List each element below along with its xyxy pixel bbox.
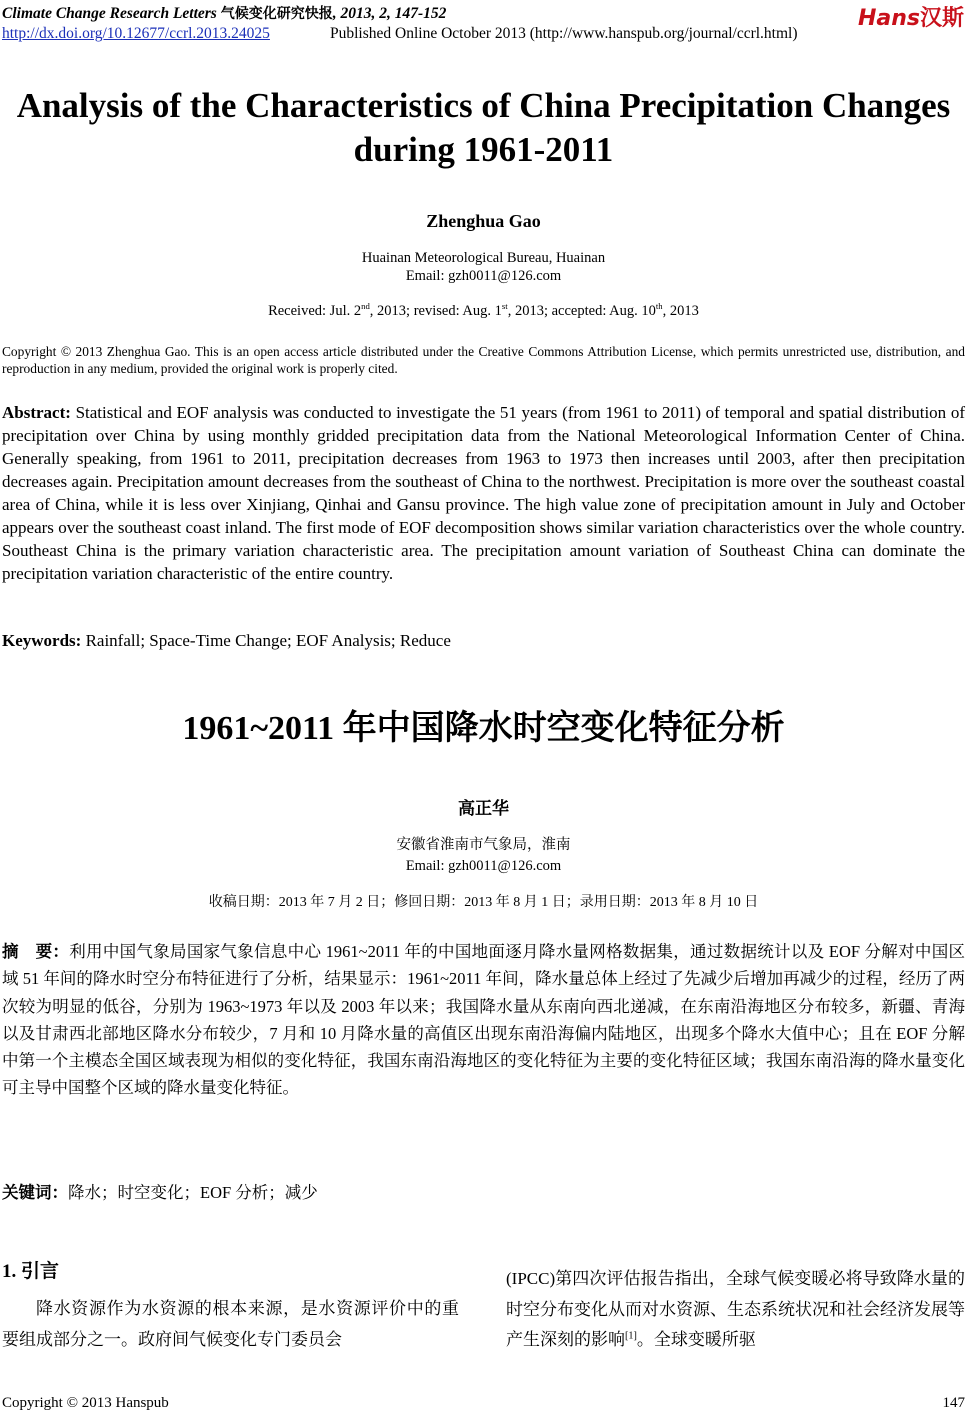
revised-date: , 2013; revised: Aug. 1 (369, 303, 502, 319)
title-en: Analysis of the Characteristics of China Precipitation Changes during 1961-2011 (16, 86, 951, 169)
received-dates-en (0, 303, 967, 320)
received-dates-cn: 收稿日期：2013 年 7 月 2 日；修回日期：2013 年 8 月 1 日；录用日期：2013 年 8 月 10 日 (208, 895, 759, 910)
affiliation-cn-name: 安徽省淮南市气象局，淮南 (396, 837, 571, 853)
body-left-column: 降水资源作为水资源的根本来源，是水资源评价中的重要组成部分之一。政府间气候变化专门委员会 (2, 1299, 459, 1349)
revised-sup: st (501, 301, 508, 312)
journal-header (2, 3, 446, 23)
right-col-text: (IPCC)第四次评估报告指出，全球气候变暖必将导致降水量的时空分布变化从而对水资源、生态系统状况和社会经济发展等产生深刻的影响 (506, 1269, 965, 1349)
logo-latin: Hans (857, 6, 920, 31)
abstract-cn-text: 利用中国气象局国家气象信息中心 1961~2011 年的中国地面逐月降水量网格数据集，通过数据统计以及 EOF 分解对中国区域 51 年间的降水时空分布特征进行了分析，结果显示：1961~2011 年间，降水量总体上经过了先减少后增加再减少的过程，经历了两次较为明显的低谷，分别为 1963~1973 年以及 2003 年以来；我国降水量从东南向西北递减，在东南沿海地区分布较多，新疆、青海以及甘肃西北部地区降水分布较少，7 月和 10 月降水量的高值区出现东南沿海偏内陆地区，出现多个降水大值中心；且在 EOF 分解中第一个主模态全国区域表现为相似的变化特征，我国东南沿海地区的变化特征为主要的变化特征区域；我国东南沿海的降水量变化可主导中国整个区域的降水量变化特征。 (2, 942, 965, 1098)
abstract-cn (2, 938, 965, 1102)
journal-name-en: Climate Change Research Letters (2, 5, 217, 22)
section-title: 引言 (21, 1260, 60, 1282)
keywords-en-text: Rainfall; Space-Time Change; EOF Analysis; Reduce (85, 631, 451, 650)
keywords-cn-label: 关键词： (2, 1183, 68, 1202)
title-cn: 1961~2011 年中国降水时空变化特征分析 (182, 710, 785, 747)
published-info: Published Online October 2013 (http://www.hanspub.org/journal/ccrl.html) (330, 25, 798, 42)
keywords-en (2, 631, 451, 651)
body-right-column (506, 1264, 965, 1356)
affiliation-cn (0, 835, 967, 877)
keywords-cn-text: 降水；时空变化；EOF 分析；减少 (68, 1183, 318, 1202)
received-date: Received: Jul. 2 (268, 303, 362, 319)
citation-ref[interactable]: [1] (625, 1330, 637, 1342)
right-col-text-end: 。全球变暖所驱 (636, 1330, 756, 1349)
email-cn: Email: gzh0011@126.com (405, 858, 562, 874)
author-en: Zhenghua Gao (426, 211, 541, 231)
footer-copyright: Copyright © 2013 Hanspub (2, 1395, 169, 1411)
logo-cn: 汉斯 (919, 6, 964, 31)
journal-name-cn: 气候变化研究快报 (220, 6, 333, 22)
accepted-sup: th (655, 301, 663, 312)
received-sup: nd (361, 301, 370, 312)
affiliation-en (0, 249, 967, 285)
copyright-notice: Copyright © 2013 Zhenghua Gao. This is an open access article distributed under the Creative Commons Attribution License, which permits unrestricted use, distribution, and reproduction in any medium, provided the original work is properly cited. (2, 344, 965, 376)
abstract-en-text: Statistical and EOF analysis was conducted to investigate the 51 years (from 1961 to 2011) of temporal and spatial distribution of precipitation over China by using monthly gridded precipitation data from the National Meteorological Information Center of China. Generally speaking, from 1961 to 2011, precipitation decreases from 1963 to 1973 then increases until 2003, after then precipitation decreases again. Precipitation amount decreases from the southeast of China to the northwest. Precipitation is more over the southeast coastal area of China, while it is less over Xinjiang, Qinhai and Gansu province. The high value zone of precipitation amount in July and October appears over the southeast coast inland. The first mode of EOF decomposition shows similar variation characteristics over the whole country. Southeast China is the primary variation characteristic area. The precipitation amount variation of Southeast China can dominate the precipitation variation characteristic of the entire country. (2, 403, 965, 583)
email-en: Email: gzh0011@126.com (405, 268, 562, 284)
author-cn: 高正华 (458, 799, 509, 819)
affiliation-en-name: Huainan Meteorological Bureau, Huainan (361, 250, 606, 266)
abstract-en (2, 401, 965, 585)
volume-info: , 2013, 2, 147-152 (332, 5, 447, 22)
keywords-en-label: Keywords: (2, 631, 82, 650)
abstract-en-label: Abstract: (2, 403, 71, 422)
page-number: 147 (942, 1395, 965, 1411)
doi-link[interactable]: http://dx.doi.org/10.12677/ccrl.2013.24025 (2, 25, 270, 42)
accepted-year: , 2013 (662, 303, 699, 319)
keywords-cn (2, 1179, 318, 1203)
section-heading (2, 1256, 59, 1283)
accepted-date: , 2013; accepted: Aug. 10 (507, 303, 656, 319)
section-number: 1. (2, 1261, 17, 1282)
abstract-cn-label: 摘 要： (2, 942, 70, 961)
hans-logo (858, 1, 964, 32)
